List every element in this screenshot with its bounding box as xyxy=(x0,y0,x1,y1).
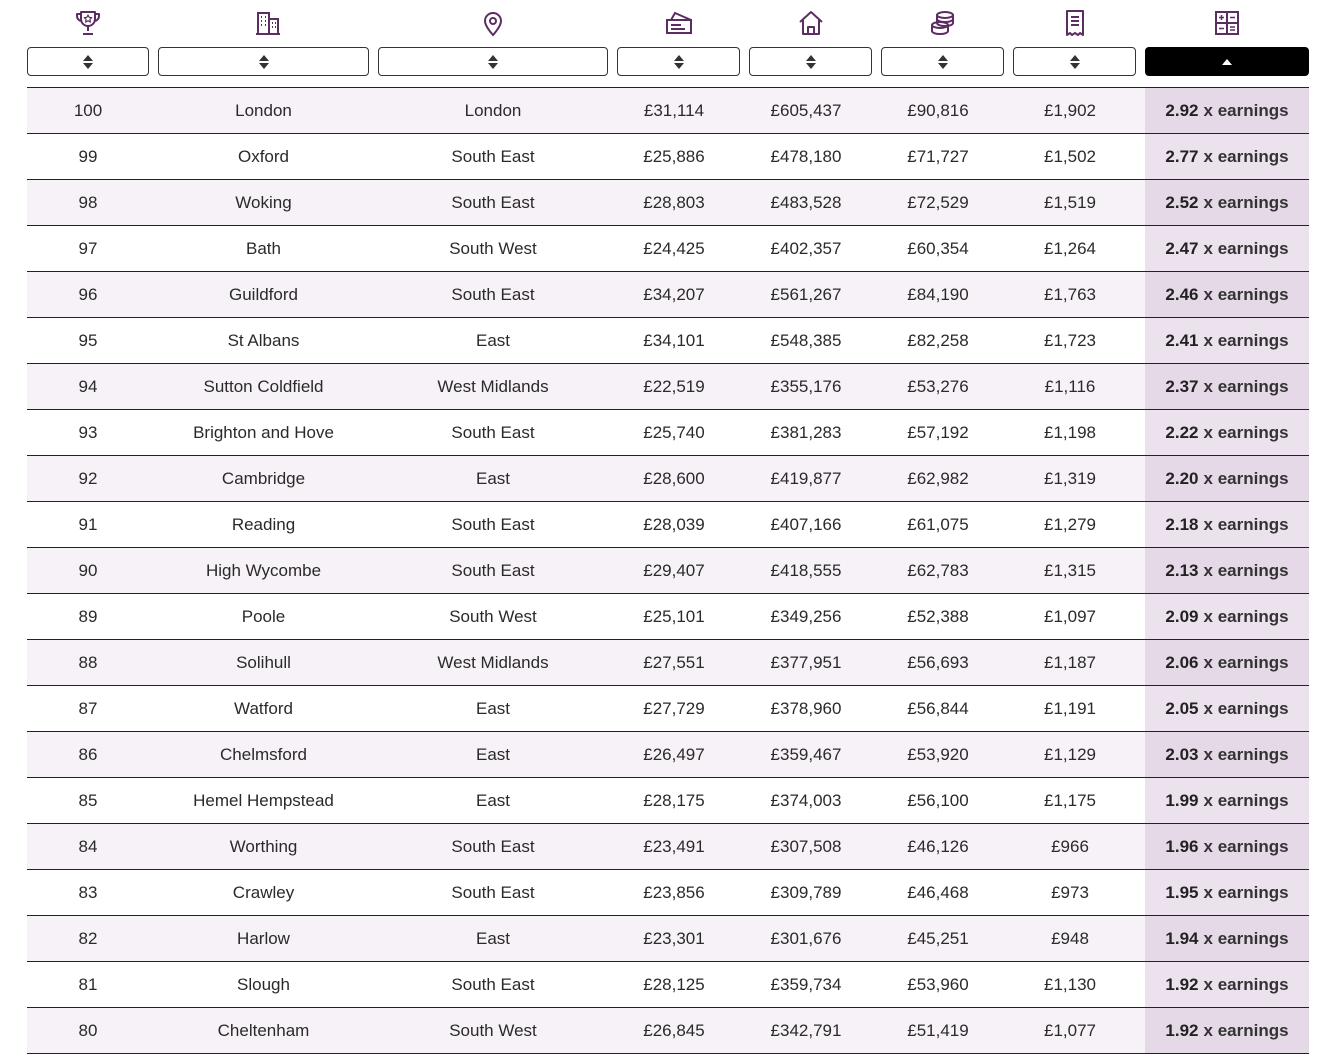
ratio-suffix: x earnings xyxy=(1203,882,1289,902)
monthly-cell: £1,723 xyxy=(1044,330,1096,350)
monthly-cell: £1,129 xyxy=(1044,744,1096,764)
monthly-cell: £1,191 xyxy=(1044,698,1096,718)
deposit-cell: £56,844 xyxy=(907,698,969,718)
coins-stack-icon xyxy=(928,8,958,38)
deposit-cell: £46,126 xyxy=(907,836,969,856)
city-cell: Cheltenham xyxy=(217,1020,310,1040)
sort-button-earnings[interactable] xyxy=(617,47,740,76)
house-price-cell: £301,676 xyxy=(770,928,842,948)
ratio-suffix: x earnings xyxy=(1203,560,1289,580)
monthly-cell: £1,763 xyxy=(1044,284,1096,304)
earnings-cell: £26,497 xyxy=(643,744,705,764)
house-price-cell: £561,267 xyxy=(770,284,842,304)
deposit-cell: £62,783 xyxy=(907,560,969,580)
ratio-value: 1.95 xyxy=(1165,882,1199,902)
deposit-cell: £57,192 xyxy=(907,422,969,442)
house-price-cell: £407,166 xyxy=(770,514,842,534)
city-cell: Woking xyxy=(235,192,292,212)
sort-button-region[interactable] xyxy=(378,47,608,76)
table-row xyxy=(27,272,1309,318)
sort-button-rank[interactable] xyxy=(27,47,149,76)
earnings-cell: £28,039 xyxy=(643,514,705,534)
table-row xyxy=(27,548,1309,594)
deposit-cell: £46,468 xyxy=(907,882,969,902)
ratio-suffix: x earnings xyxy=(1203,836,1289,856)
sort-button-monthly[interactable] xyxy=(1013,47,1136,76)
ratio-suffix: x earnings xyxy=(1203,422,1289,442)
table-row xyxy=(27,226,1309,272)
table-row xyxy=(27,318,1309,364)
ratio-suffix: x earnings xyxy=(1203,100,1289,120)
city-cell: Crawley xyxy=(232,882,295,902)
table-header xyxy=(27,0,1309,87)
deposit-cell: £45,251 xyxy=(907,928,969,948)
ratio-value: 2.13 xyxy=(1165,560,1199,580)
map-pin-icon xyxy=(478,8,508,38)
city-cell: Bath xyxy=(246,238,281,258)
city-cell: Watford xyxy=(234,698,293,718)
score-cell xyxy=(1145,1008,1309,1053)
city-cell: Chelmsford xyxy=(220,744,307,764)
table-row xyxy=(27,88,1309,134)
ratio-value: 2.22 xyxy=(1165,422,1199,442)
table-row xyxy=(27,778,1309,824)
region-cell: London xyxy=(464,100,522,120)
score-cell xyxy=(1145,640,1309,685)
monthly-cell: £973 xyxy=(1051,882,1089,902)
monthly-cell: £1,319 xyxy=(1044,468,1096,488)
score-cell xyxy=(1145,732,1309,777)
city-cell: Harlow xyxy=(237,928,290,948)
region-cell: South East xyxy=(451,422,535,442)
ratio-suffix: x earnings xyxy=(1203,974,1289,994)
table-row xyxy=(27,502,1309,548)
rank-cell: 80 xyxy=(78,1020,98,1040)
rank-cell: 84 xyxy=(78,836,98,856)
earnings-cell: £28,125 xyxy=(643,974,705,994)
earnings-cell: £28,600 xyxy=(643,468,705,488)
deposit-cell: £90,816 xyxy=(907,100,969,120)
table-row xyxy=(27,594,1309,640)
ratio-suffix: x earnings xyxy=(1203,790,1289,810)
region-cell: West Midlands xyxy=(437,376,549,396)
city-cell: High Wycombe xyxy=(205,560,322,580)
monthly-cell: £1,198 xyxy=(1044,422,1096,442)
region-cell: South East xyxy=(451,974,535,994)
receipt-icon xyxy=(1060,8,1090,38)
rank-cell: 100 xyxy=(73,100,103,120)
region-cell: South East xyxy=(451,284,535,304)
table-row xyxy=(27,456,1309,502)
earnings-cell: £23,856 xyxy=(643,882,705,902)
ratio-value: 1.92 xyxy=(1165,1020,1199,1040)
ratio-value: 2.18 xyxy=(1165,514,1199,534)
monthly-cell: £1,315 xyxy=(1044,560,1096,580)
score-cell xyxy=(1145,134,1309,179)
rank-cell: 98 xyxy=(78,192,98,212)
rank-cell: 85 xyxy=(78,790,98,810)
region-cell: South East xyxy=(451,146,535,166)
earnings-cell: £25,740 xyxy=(643,422,705,442)
rank-cell: 86 xyxy=(78,744,98,764)
deposit-cell: £84,190 xyxy=(907,284,969,304)
ratio-value: 1.96 xyxy=(1165,836,1199,856)
trophy-icon xyxy=(73,8,103,38)
monthly-cell: £966 xyxy=(1051,836,1089,856)
ratio-suffix: x earnings xyxy=(1203,698,1289,718)
earnings-cell: £28,175 xyxy=(643,790,705,810)
region-cell: East xyxy=(475,698,511,718)
region-cell: South East xyxy=(451,882,535,902)
sort-button-house-price[interactable] xyxy=(749,47,872,76)
table-row xyxy=(27,410,1309,456)
header-region xyxy=(378,0,608,87)
ratio-value: 2.92 xyxy=(1165,100,1199,120)
deposit-cell: £56,100 xyxy=(907,790,969,810)
region-cell: East xyxy=(475,744,511,764)
region-cell: East xyxy=(475,330,511,350)
payslip-icon xyxy=(664,8,694,38)
deposit-cell: £52,388 xyxy=(907,606,969,626)
monthly-cell: £1,519 xyxy=(1044,192,1096,212)
house-icon xyxy=(796,8,826,38)
header-city xyxy=(158,0,378,87)
sort-button-deposit[interactable] xyxy=(881,47,1004,76)
deposit-cell: £60,354 xyxy=(907,238,969,258)
affordability-table xyxy=(27,0,1309,1054)
earnings-cell: £25,101 xyxy=(643,606,705,626)
score-cell xyxy=(1145,502,1309,547)
ratio-value: 2.05 xyxy=(1165,698,1199,718)
region-cell: West Midlands xyxy=(437,652,549,672)
monthly-cell: £948 xyxy=(1051,928,1089,948)
rank-cell: 93 xyxy=(78,422,98,442)
sort-button-score[interactable] xyxy=(1145,47,1309,76)
city-cell: Slough xyxy=(237,974,290,994)
rank-cell: 89 xyxy=(78,606,98,626)
rank-cell: 92 xyxy=(78,468,98,488)
house-price-cell: £418,555 xyxy=(770,560,842,580)
table-row xyxy=(27,686,1309,732)
ratio-value: 2.52 xyxy=(1165,192,1199,212)
house-price-cell: £307,508 xyxy=(770,836,842,856)
city-cell: Worthing xyxy=(229,836,298,856)
table-row xyxy=(27,916,1309,962)
city-cell: Poole xyxy=(241,606,286,626)
city-cell: Reading xyxy=(231,514,296,534)
ratio-suffix: x earnings xyxy=(1203,192,1289,212)
header-deposit xyxy=(881,0,1004,87)
rank-cell: 94 xyxy=(78,376,98,396)
region-cell: South East xyxy=(451,514,535,534)
buildings-icon xyxy=(253,8,283,38)
region-cell: East xyxy=(475,928,511,948)
ratio-suffix: x earnings xyxy=(1203,238,1289,258)
score-cell xyxy=(1145,226,1309,271)
rank-cell: 96 xyxy=(78,284,98,304)
rank-cell: 97 xyxy=(78,238,98,258)
city-cell: Solihull xyxy=(236,652,291,672)
table-row xyxy=(27,180,1309,226)
ratio-suffix: x earnings xyxy=(1203,1020,1289,1040)
monthly-cell: £1,264 xyxy=(1044,238,1096,258)
deposit-cell: £72,529 xyxy=(907,192,969,212)
score-cell xyxy=(1145,180,1309,225)
house-price-cell: £483,528 xyxy=(770,192,842,212)
ratio-suffix: x earnings xyxy=(1203,330,1289,350)
ratio-suffix: x earnings xyxy=(1203,468,1289,488)
table-row xyxy=(27,640,1309,686)
score-cell xyxy=(1145,272,1309,317)
earnings-cell: £34,207 xyxy=(643,284,705,304)
earnings-cell: £29,407 xyxy=(643,560,705,580)
score-cell xyxy=(1145,410,1309,455)
header-score xyxy=(1145,0,1309,87)
region-cell: East xyxy=(475,790,511,810)
table-row xyxy=(27,870,1309,916)
city-cell: Cambridge xyxy=(221,468,306,488)
house-price-cell: £548,385 xyxy=(770,330,842,350)
header-house-price xyxy=(749,0,872,87)
rank-cell: 95 xyxy=(78,330,98,350)
ratio-value: 2.20 xyxy=(1165,468,1199,488)
monthly-cell: £1,175 xyxy=(1044,790,1096,810)
house-price-cell: £309,789 xyxy=(770,882,842,902)
region-cell: South West xyxy=(449,238,537,258)
rank-cell: 83 xyxy=(78,882,98,902)
ratio-value: 2.41 xyxy=(1165,330,1199,350)
ratio-value: 2.03 xyxy=(1165,744,1199,764)
house-price-cell: £419,877 xyxy=(770,468,842,488)
score-cell xyxy=(1145,916,1309,961)
rank-cell: 88 xyxy=(78,652,98,672)
earnings-cell: £23,491 xyxy=(643,836,705,856)
rank-cell: 82 xyxy=(78,928,98,948)
deposit-cell: £53,276 xyxy=(907,376,969,396)
city-cell: Guildford xyxy=(229,284,298,304)
ratio-suffix: x earnings xyxy=(1203,744,1289,764)
monthly-cell: £1,130 xyxy=(1044,974,1096,994)
ratio-value: 2.37 xyxy=(1165,376,1199,396)
city-cell: Oxford xyxy=(237,146,290,166)
header-rank xyxy=(27,0,149,87)
ratio-suffix: x earnings xyxy=(1203,606,1289,626)
house-price-cell: £342,791 xyxy=(770,1020,842,1040)
ratio-value: 2.09 xyxy=(1165,606,1199,626)
deposit-cell: £71,727 xyxy=(907,146,969,166)
score-cell xyxy=(1145,962,1309,1007)
region-cell: South West xyxy=(449,606,537,626)
city-cell: London xyxy=(235,100,292,120)
score-cell xyxy=(1145,88,1309,133)
table-row xyxy=(27,1008,1309,1054)
earnings-cell: £28,803 xyxy=(643,192,705,212)
region-cell: South East xyxy=(451,836,535,856)
score-cell xyxy=(1145,594,1309,639)
earnings-cell: £31,114 xyxy=(643,100,705,120)
rank-cell: 87 xyxy=(78,698,98,718)
earnings-cell: £26,845 xyxy=(643,1020,705,1040)
region-cell: South West xyxy=(449,1020,537,1040)
ratio-suffix: x earnings xyxy=(1203,514,1289,534)
table-row xyxy=(27,732,1309,778)
city-cell: Brighton and Hove xyxy=(193,422,334,442)
deposit-cell: £53,920 xyxy=(907,744,969,764)
region-cell: East xyxy=(475,468,511,488)
monthly-cell: £1,116 xyxy=(1044,376,1096,396)
house-price-cell: £478,180 xyxy=(770,146,842,166)
ratio-suffix: x earnings xyxy=(1203,146,1289,166)
house-price-cell: £359,734 xyxy=(770,974,842,994)
score-cell xyxy=(1145,456,1309,501)
ratio-value: 2.46 xyxy=(1165,284,1199,304)
region-cell: South East xyxy=(451,192,535,212)
score-cell xyxy=(1145,778,1309,823)
city-cell: Hemel Hempstead xyxy=(193,790,334,810)
deposit-cell: £62,982 xyxy=(907,468,969,488)
monthly-cell: £1,187 xyxy=(1044,652,1096,672)
monthly-cell: £1,902 xyxy=(1044,100,1096,120)
ratio-value: 1.94 xyxy=(1165,928,1199,948)
rank-cell: 90 xyxy=(78,560,98,580)
house-price-cell: £349,256 xyxy=(770,606,842,626)
ratio-value: 1.92 xyxy=(1165,974,1199,994)
deposit-cell: £61,075 xyxy=(907,514,969,534)
house-price-cell: £377,951 xyxy=(770,652,842,672)
grid-calculator-icon xyxy=(1212,8,1242,38)
rank-cell: 91 xyxy=(78,514,98,534)
ratio-suffix: x earnings xyxy=(1203,652,1289,672)
earnings-cell: £23,301 xyxy=(643,928,705,948)
ratio-value: 1.99 xyxy=(1165,790,1199,810)
ratio-value: 2.06 xyxy=(1165,652,1199,672)
earnings-cell: £27,551 xyxy=(643,652,705,672)
ratio-value: 2.47 xyxy=(1165,238,1199,258)
house-price-cell: £378,960 xyxy=(770,698,842,718)
earnings-cell: £34,101 xyxy=(643,330,705,350)
rank-cell: 81 xyxy=(78,974,98,994)
house-price-cell: £402,357 xyxy=(770,238,842,258)
score-cell xyxy=(1145,548,1309,593)
table-body xyxy=(27,87,1309,1054)
header-earnings xyxy=(617,0,740,87)
table-row xyxy=(27,134,1309,180)
city-cell: Sutton Coldfield xyxy=(203,376,324,396)
monthly-cell: £1,077 xyxy=(1044,1020,1096,1040)
ratio-value: 2.77 xyxy=(1165,146,1199,166)
deposit-cell: £82,258 xyxy=(907,330,969,350)
ratio-suffix: x earnings xyxy=(1203,376,1289,396)
monthly-cell: £1,502 xyxy=(1044,146,1096,166)
score-cell xyxy=(1145,870,1309,915)
house-price-cell: £381,283 xyxy=(770,422,842,442)
house-price-cell: £605,437 xyxy=(770,100,842,120)
score-cell xyxy=(1145,318,1309,363)
city-cell: St Albans xyxy=(227,330,300,350)
earnings-cell: £27,729 xyxy=(643,698,705,718)
house-price-cell: £374,003 xyxy=(770,790,842,810)
earnings-cell: £22,519 xyxy=(643,376,705,396)
earnings-cell: £24,425 xyxy=(643,238,705,258)
earnings-cell: £25,886 xyxy=(643,146,705,166)
ratio-suffix: x earnings xyxy=(1203,928,1289,948)
monthly-cell: £1,279 xyxy=(1044,514,1096,534)
deposit-cell: £51,419 xyxy=(907,1020,969,1040)
region-cell: South East xyxy=(451,560,535,580)
table-row xyxy=(27,824,1309,870)
sort-button-city[interactable] xyxy=(158,47,369,76)
rank-cell: 99 xyxy=(78,146,98,166)
header-monthly xyxy=(1013,0,1136,87)
monthly-cell: £1,097 xyxy=(1044,606,1096,626)
score-cell xyxy=(1145,824,1309,869)
deposit-cell: £53,960 xyxy=(907,974,969,994)
house-price-cell: £355,176 xyxy=(770,376,842,396)
ratio-suffix: x earnings xyxy=(1203,284,1289,304)
score-cell xyxy=(1145,364,1309,409)
score-cell xyxy=(1145,686,1309,731)
table-row xyxy=(27,364,1309,410)
deposit-cell: £56,693 xyxy=(907,652,969,672)
house-price-cell: £359,467 xyxy=(770,744,842,764)
table-row xyxy=(27,962,1309,1008)
